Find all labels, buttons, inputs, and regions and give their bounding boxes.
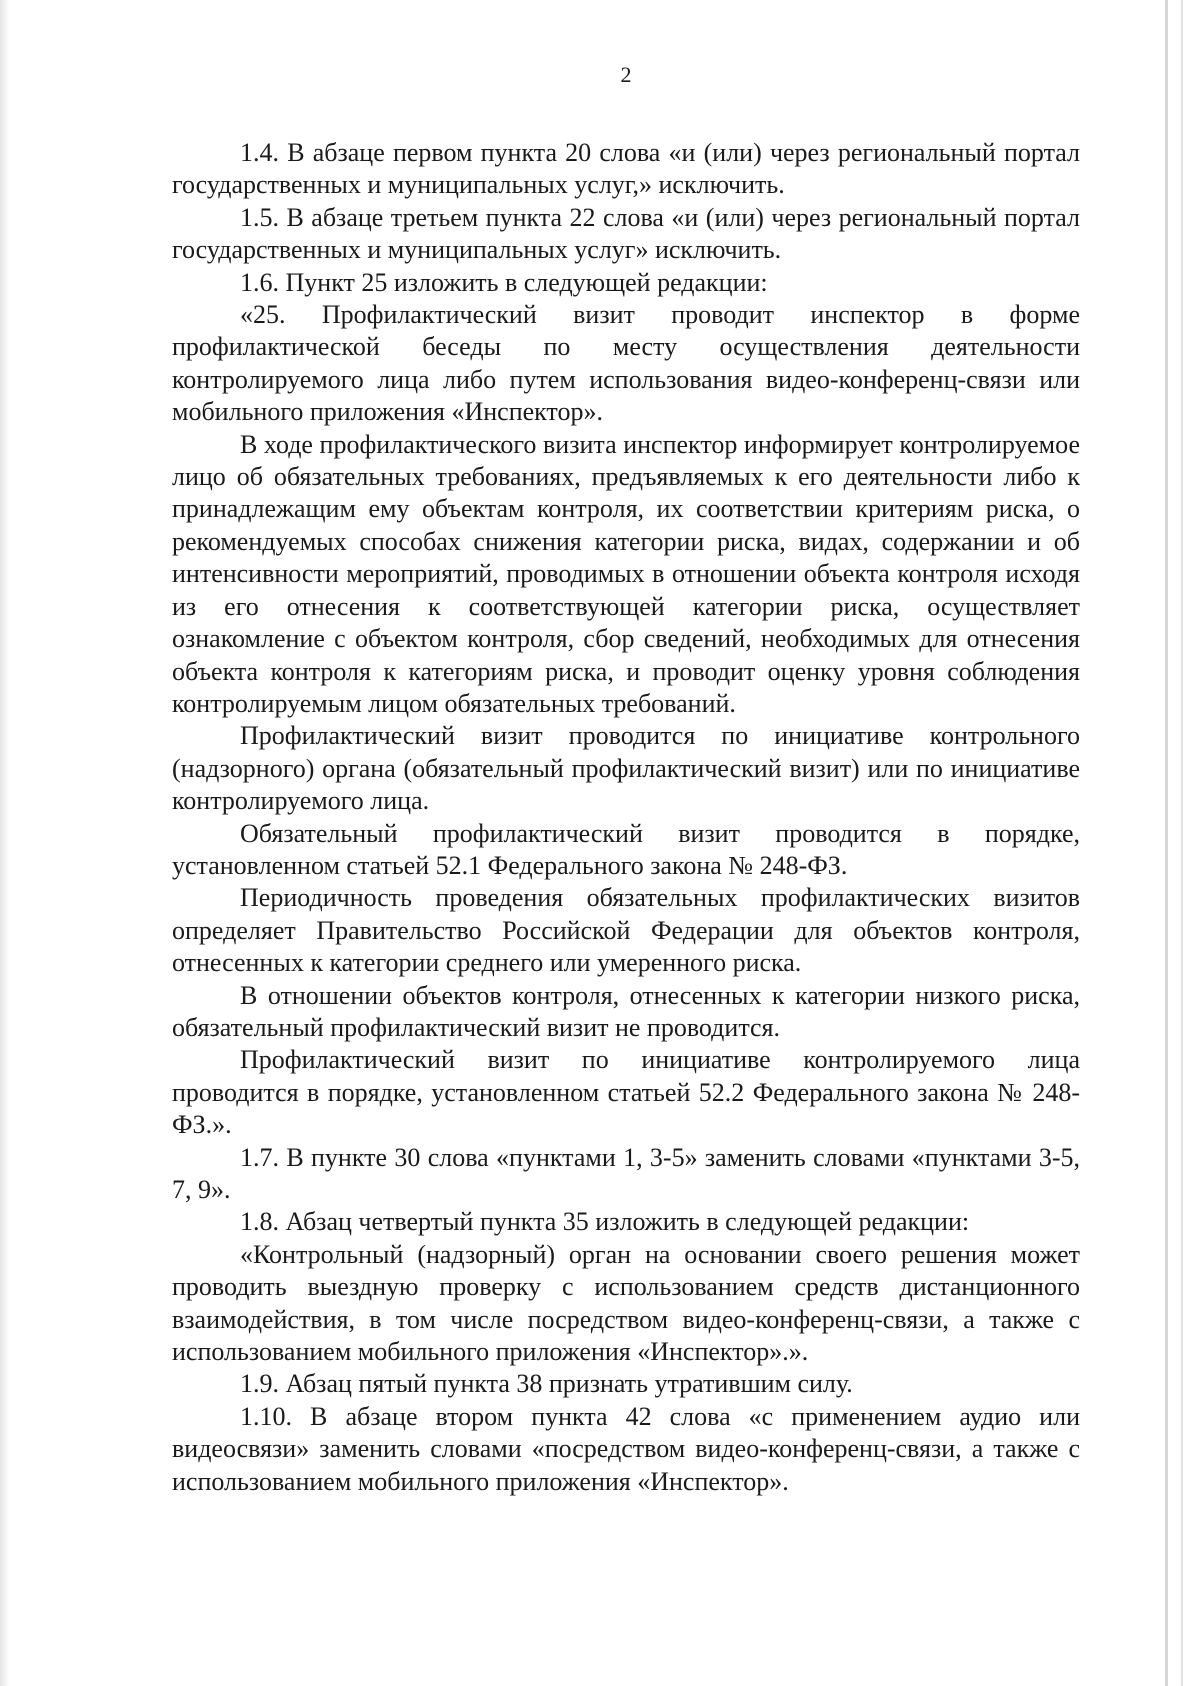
scan-edge-left: [0, 0, 10, 1686]
paragraph-1-10: 1.10. В абзаце втором пункта 42 слова «с применением аудио или видеосвязи» заменить словами «посредством видео-конференц-связи, а также с использованием мобильного приложения «Инспектор».: [172, 1401, 1080, 1496]
paragraph-visit-content: В ходе профилактического визита инспектор информирует контролируемое лицо об обязательных требованиях, предъявляемых к его деятельности либо к принадлежащим ему объектам контроля, их соответствии критериям риска, о рекомендуемых способах снижения категории риска, видах, содержании и об интенсивности мероприятий, проводимых в отношении объекта контроля исходя из его отнесения к соответствующей категории риска, осуществляет ознакомление с объектом контроля, сбор сведений, необходимых для отнесения объекта контроля к категориям риска, и проводит оценку уровня соблюдения контролируемым лицом обязательных требований.: [172, 429, 1080, 718]
paragraph-1-8: 1.8. Абзац четвертый пункта 35 изложить в следующей редакции:: [240, 1207, 970, 1237]
paragraph-mandatory-visit: Обязательный профилактический визит проводится в порядке, установленном статьей 52.1 Федерального закона № 248-ФЗ.: [172, 818, 1080, 880]
paragraph-remote-inspection: «Контрольный (надзорный) орган на основании своего решения может проводить выездную проверку с использованием средств дистанционного взаимодействия, в том числе посредством видео-конференц-связи, а также с использованием мобильного приложения «Инспектор».».: [172, 1239, 1080, 1367]
paragraph-low-risk: В отношении объектов контроля, отнесенных к категории низкого риска, обязательный профилактический визит не проводится.: [172, 980, 1080, 1042]
paragraph-visit-initiative: Профилактический визит проводится по инициативе контрольного (надзорного) органа (обязательный профилактический визит) или по инициативе контролируемого лица.: [172, 721, 1080, 816]
paragraph-1-6: 1.6. Пункт 25 изложить в следующей редакции:: [240, 267, 768, 297]
paragraph-1-9: 1.9. Абзац пятый пункта 38 признать утратившим силу.: [240, 1369, 853, 1399]
page-number: 2: [620, 62, 632, 87]
paragraph-1-4: 1.4. В абзаце первом пункта 20 слова «и (или) через региональный портал государственных и муниципальных услуг,» исключить.: [172, 138, 1080, 200]
document-body: [172, 137, 1080, 1498]
paragraph-periodicity: Периодичность проведения обязательных профилактических визитов определяет Правительство Российской Федерации для объектов контроля, отнесенных к категории среднего или умеренного риска.: [172, 883, 1080, 978]
paragraph-1-7: 1.7. В пункте 30 слова «пунктами 1, 3-5» заменить словами «пунктами 3-5, 7, 9».: [172, 1142, 1080, 1204]
paragraph-visit-by-request: Профилактический визит по инициативе контролируемого лица проводится в порядке, установленном статьей 52.2 Федерального закона № 248-ФЗ.».: [172, 1045, 1080, 1140]
scan-edge-right: [1165, 0, 1168, 1686]
paragraph-1-5: 1.5. В абзаце третьем пункта 22 слова «и (или) через региональный портал государственных и муниципальных услуг» исключить.: [172, 202, 1080, 265]
scan-edge-right-secondary: [1181, 0, 1183, 1686]
paragraph-25-intro: «25. Профилактический визит проводит инспектор в форме профилактической беседы по месту осуществления деятельности контролируемого лица либо путем использования видео-конференц-связи или мобильного приложения «Инспектор».: [172, 300, 1080, 427]
